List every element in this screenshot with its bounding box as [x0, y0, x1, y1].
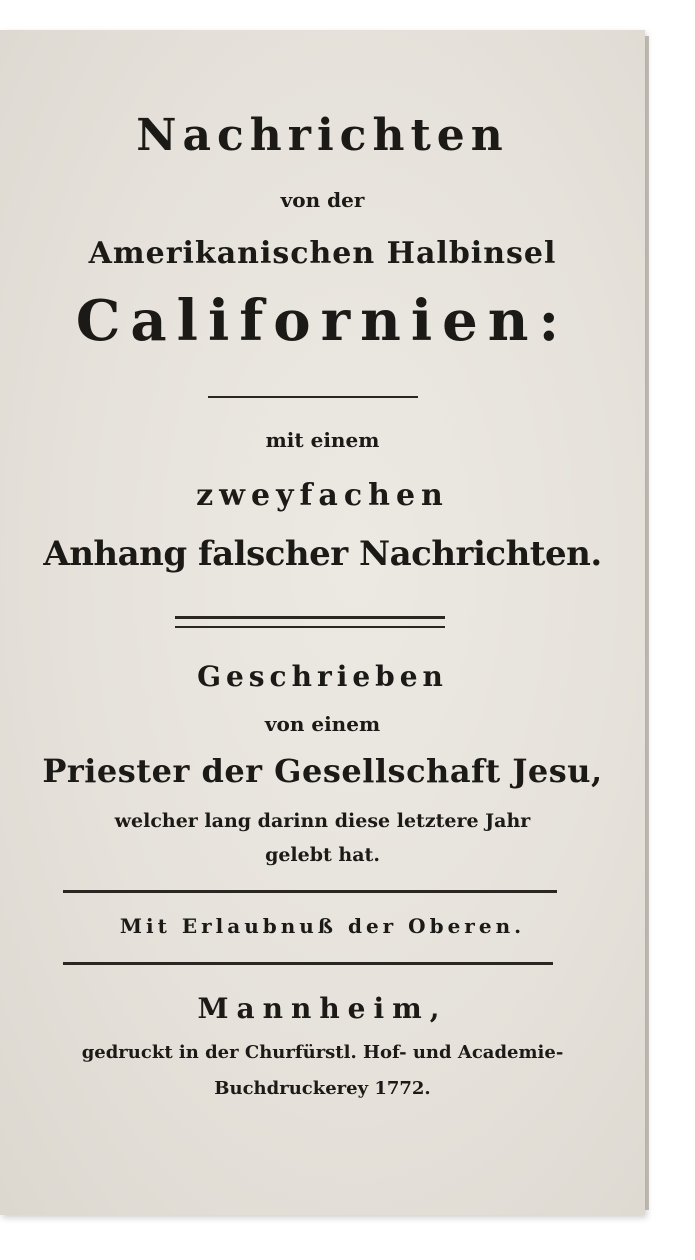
gelebt: gelebt hat.	[265, 844, 380, 866]
subtitle-von-der: von der	[280, 188, 365, 212]
title: Nachrichten	[136, 110, 509, 161]
priester: Priester der Gesellschaft Jesu,	[42, 752, 603, 790]
anhang: Anhang falscher Nachrichten.	[43, 534, 602, 574]
rule-2b	[175, 626, 445, 628]
city: Mannheim,	[197, 992, 448, 1025]
welcher: welcher lang darinn diese letztere Jahr	[114, 810, 531, 832]
rule-2a	[175, 616, 445, 619]
title-page	[0, 30, 645, 1215]
subtitle-halbinsel: Amerikanischen Halbinsel	[88, 236, 557, 271]
title-californien: Californien:	[75, 288, 570, 354]
von-einem: von einem	[264, 712, 381, 736]
mit-einem: mit einem	[265, 428, 380, 452]
rule-4	[63, 962, 553, 965]
printer-line-1: gedruckt in der Churfürstl. Hof- und Academie-	[81, 1042, 564, 1063]
permission: Mit Erlaubnuß der Oberen.	[119, 914, 526, 938]
zweyfachen: zweyfachen	[196, 478, 449, 513]
geschrieben: Geschrieben	[197, 660, 448, 693]
printer-line-2: Buchdruckerey 1772.	[214, 1078, 431, 1099]
rule-3	[63, 890, 557, 893]
rule-1	[208, 396, 418, 398]
